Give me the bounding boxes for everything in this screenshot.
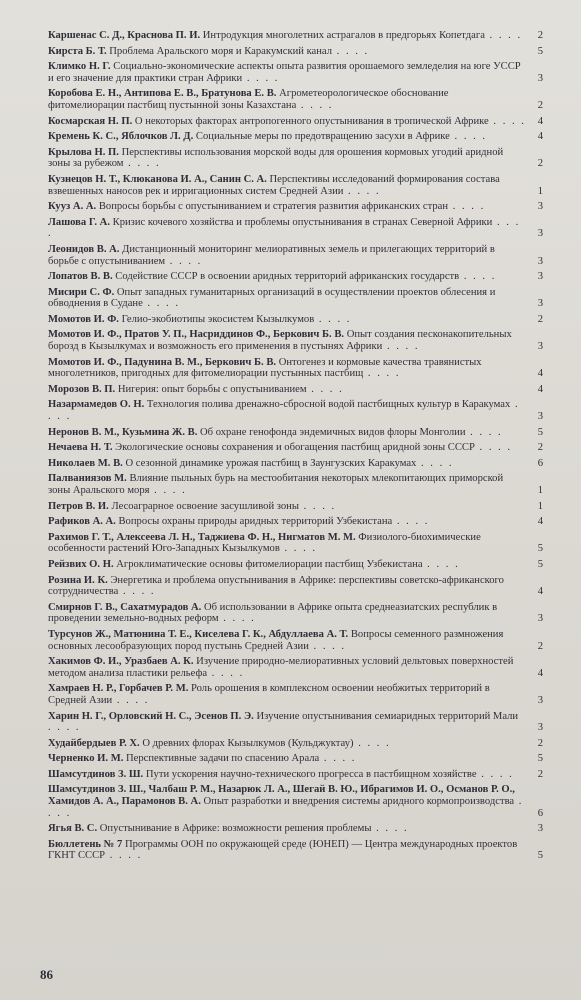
- leader-dots: . . . .: [308, 640, 347, 652]
- contents-entry: [48, 329, 543, 352]
- entry-page-number: 3: [537, 613, 543, 625]
- contents-entry: [48, 769, 543, 781]
- entry-author: Неронов В. М., Кузьмина Ж. В.: [48, 426, 198, 438]
- entry-title: Энергетика и проблема опустынивания в Африке: перспективы советско-африканского сотрудничества: [48, 574, 504, 598]
- entry-title: Перспективные задачи по спасению Арала: [126, 753, 320, 765]
- entry-title: Опустынивание в Африке: возможности решения проблемы: [99, 823, 372, 835]
- entry-title: Агрометеорологическое обоснование фитомелиорации пастбищ пустынной зоны Казахстана: [48, 88, 449, 111]
- leader-dots: . . . .: [242, 72, 280, 84]
- entry-page-number: 3: [537, 694, 543, 706]
- entry-page-number: 5: [537, 45, 543, 57]
- entry-page-number: 4: [537, 586, 543, 598]
- contents-entry: [48, 602, 543, 625]
- entry-title: Кризис кочевого хозяйства и проблемы опустынивания в странах Северной Африки: [112, 216, 493, 228]
- leader-dots: . . . .: [149, 485, 187, 496]
- entry-page-number: 2: [537, 737, 543, 749]
- contents-entry: [48, 473, 543, 496]
- contents-entry: [48, 147, 543, 170]
- contents-entry: [48, 399, 543, 422]
- leader-dots: . . . .: [306, 383, 344, 395]
- entry-author: Морозов В. П.: [48, 383, 116, 395]
- entry-title: Вопросы борьбы с опустыниванием и стратегия развития африканских стран: [98, 201, 449, 213]
- contents-entry: [48, 823, 543, 835]
- entry-title: Гелио-экобиотипы экосистем Кызылкумов: [121, 313, 315, 325]
- entry-author: Николаев М. В.: [48, 457, 123, 469]
- entry-title: Пути ускорения научно-технического прогресса в пастбищном хозяйстве: [145, 768, 477, 780]
- contents-entry: [48, 357, 543, 380]
- leader-dots: . . . .: [353, 737, 391, 749]
- entry-page-number: 2: [537, 158, 543, 170]
- contents-entry: [48, 30, 543, 42]
- entry-title: Роль орошения в комплексном освоении необжитых территорий в Средней Азии: [48, 683, 490, 706]
- leader-dots: . . . .: [382, 341, 420, 353]
- entry-title: Вопросы семенного размножения основных лесообразующих пород пустынь Средней Азии: [48, 628, 504, 652]
- contents-entry: [48, 131, 543, 143]
- leader-dots: . . . .: [449, 131, 488, 143]
- entry-title: Опыт западных гуманитарных организаций в осуществлении проектов облесения и обводнения в Судане: [48, 286, 496, 310]
- contents-entry: [48, 244, 543, 267]
- entry-author: Кууз А. А.: [48, 201, 97, 213]
- entry-author: Рафиков А. А.: [48, 516, 116, 528]
- entry-title: Изучение опустынивания семиаридных территорий Мали: [256, 710, 519, 722]
- entry-author: Момотов И. Ф., Падунина В. М., Беркович Б. В.: [48, 356, 277, 368]
- leader-dots: . . . .: [112, 694, 150, 706]
- entry-page-number: 2: [537, 30, 543, 41]
- entry-title: Онтогенез и кормовые качества травянистых многолетников, пригодных для фитомелиорации пустынных пастбищ: [48, 356, 482, 380]
- entry-page-number: 1: [537, 185, 543, 197]
- entry-author: Черненко И. М.: [48, 753, 124, 765]
- contents-entry: [48, 217, 543, 240]
- contents-entry: [48, 384, 543, 396]
- entry-author: Момотов И. Ф., Пратов У. П., Насриддинов Ф., Беркович Б. В.: [48, 329, 345, 341]
- entry-page-number: 1: [537, 500, 543, 512]
- entry-title: Об использовании в Африке опыта среднеазиатских республик в проведении земельно-водных реформ: [48, 601, 498, 625]
- entry-page-number: 3: [537, 228, 543, 240]
- contents-entry: [48, 458, 543, 470]
- entry-author: Коробова Е. Н., Антипова Е. В., Братунова Е. В.: [48, 88, 277, 100]
- leader-dots: . . . .: [474, 442, 513, 454]
- entry-page-number: 4: [537, 383, 543, 395]
- contents-entry: [48, 559, 543, 571]
- leader-dots: . . . .: [314, 313, 352, 325]
- entry-page-number: 2: [537, 313, 543, 325]
- entry-page-number: 2: [537, 99, 543, 111]
- entry-page-number: 3: [537, 722, 543, 734]
- entry-page-number: 5: [537, 850, 543, 862]
- entry-title: Опыт разработки и внедрения системы аридного кормопроизводства: [203, 796, 515, 808]
- entry-title: О некоторых факторах антропогенного опустынивания в тропической Африке: [134, 115, 489, 127]
- entry-author: Рахимов Г. Т., Алексеева Л. Н., Таджиева Ф. Н., Нигматов М. М.: [48, 531, 356, 543]
- entry-page-number: 4: [537, 115, 543, 127]
- leader-dots: . . . .: [371, 823, 409, 835]
- entry-author: Шамсутдинов З. Ш., Чалбаш Р. М., Назарюк Л. А., Шегай В. Ю., Ибрагимов И. О., Османов Р. О., Хамидов А. А., Парамонов В. А.: [48, 784, 515, 808]
- entry-title: Технология полива дренажно-сбросной водой пастбищных культур в Каракумах: [146, 399, 511, 411]
- entry-author: Ягья В. С.: [48, 823, 98, 835]
- entry-author: Турсунов Ж., Матюнина Т. Е., Киселева Г. К., Абдуллаева А. Т.: [48, 628, 349, 640]
- entry-title: Программы ООН по окружающей среде (ЮНЕП) — Центра международных проектов ГКНТ СССР: [48, 838, 518, 862]
- contents-entry: [48, 116, 543, 128]
- entry-page-number: 5: [537, 558, 543, 570]
- entry-title: Интродукция многолетних астрагалов в предгорьях Копетдага: [202, 30, 485, 41]
- entry-author: Каршенас С. Д., Краснова П. И.: [48, 30, 201, 41]
- entry-author: Кремень К. С., Яблочков Л. Д.: [48, 131, 194, 143]
- entry-page-number: 5: [537, 753, 543, 765]
- entry-title: Изучение природно-мелиоративных условий дельтовых поверхностей методом анализа пластики рельефа: [48, 656, 514, 679]
- entry-author: Хамраев Н. Р., Горбачев Р. М.: [48, 683, 189, 695]
- leader-dots: . . . .: [279, 543, 318, 555]
- contents-entry: [48, 287, 543, 310]
- contents-entry: [48, 656, 543, 679]
- entry-page-number: 5: [537, 543, 543, 555]
- leader-dots: . . . .: [392, 516, 430, 528]
- entry-page-number: 3: [537, 72, 543, 84]
- entry-page-number: 4: [537, 516, 543, 528]
- entry-page-number: 4: [537, 667, 543, 679]
- entry-page-number: 4: [537, 368, 543, 380]
- entry-page-number: 6: [537, 457, 543, 469]
- leader-dots: . . . .: [118, 586, 156, 598]
- leader-dots: . . . .: [48, 796, 524, 819]
- entry-title: О сезонной динамике урожая пастбищ в Заунгузских Каракумах: [125, 457, 417, 469]
- entry-author: Крылова Н. П.: [48, 146, 119, 158]
- contents-entry: [48, 784, 543, 819]
- entry-author: Палваниязов М.: [48, 473, 127, 485]
- contents-entry: [48, 711, 543, 734]
- entry-title: Агроклиматические основы фитомелиорации пастбищ Узбекистана: [116, 558, 423, 570]
- entry-author: Хакимов Ф. И., Уразбаев А. К.: [48, 656, 194, 668]
- entry-title: Физиолого-биохимические особенности растений Юго-Западных Кызылкумов: [48, 531, 481, 555]
- entry-title: Вопросы охраны природы аридных территорий Узбекистана: [118, 516, 393, 528]
- leader-dots: . . . .: [48, 399, 520, 423]
- entry-author: Харин Н. Г., Орловский Н. С., Эсенов П. Э.: [48, 710, 254, 722]
- leader-dots: . . . .: [363, 368, 401, 380]
- entry-author: Момотов И. Ф.: [48, 313, 119, 325]
- entry-page-number: 3: [537, 201, 543, 213]
- entry-author: Кирста Б. Т.: [48, 45, 107, 57]
- page-number: 86: [40, 967, 53, 982]
- entry-page-number: 3: [537, 271, 543, 283]
- entry-page-number: 3: [537, 411, 543, 423]
- entry-title: Дистанционный мониторинг мелиоративных земель и прилегающих территорий в борьбе с опустыниванием: [48, 243, 495, 267]
- contents-entry: [48, 427, 543, 439]
- contents-entry: [48, 61, 543, 84]
- contents-entry: [48, 88, 543, 111]
- entry-page-number: 3: [537, 823, 543, 835]
- leader-dots: . . . .: [218, 613, 256, 625]
- contents-entry: [48, 314, 543, 326]
- entry-page-number: 2: [537, 640, 543, 652]
- entry-author: Розина И. К.: [48, 574, 108, 586]
- entry-title: Социально-экономические аспекты опыта развития орошаемого земледелия на юге УССР и его значение для практики стран Африки: [48, 61, 521, 84]
- leader-dots: . . . .: [207, 667, 245, 679]
- contents-entry: [48, 839, 543, 862]
- entry-author: Рейзвих О. Н.: [48, 558, 114, 570]
- leader-dots: . . . .: [105, 850, 143, 862]
- leader-dots: . . . .: [476, 768, 514, 780]
- entry-title: Перспективы использования морской воды для орошения кормовых угодий аридной зоны за рубежом: [48, 146, 504, 170]
- leader-dots: . . . .: [48, 722, 81, 734]
- entry-title: Перспективы исследований формирования состава взвешенных наносов рек и ирригационных систем Средней Азии: [48, 173, 500, 197]
- entry-page-number: 3: [537, 341, 543, 353]
- entry-author: Нечаева Н. Т.: [48, 442, 113, 454]
- entry-title: Об охране генофонда эндемичных видов флоры Монголии: [200, 426, 466, 438]
- contents-list: [48, 30, 543, 862]
- entry-title: Влияние пыльных бурь на местообитания некоторых млекопитающих приморской зоны Аральского моря: [48, 473, 504, 496]
- entry-author: Космарская Н. П.: [48, 115, 133, 127]
- entry-title: Опыт создания песконакопительных борозд в Кызылкумах и возможность его применения в пустынях Африки: [48, 329, 512, 353]
- entry-title: Лесоаграрное освоение засушливой зоны: [111, 500, 299, 512]
- entry-author: Кузнецов Н. Т., Клюканова И. А., Санин С. А.: [48, 173, 267, 185]
- contents-entry: [48, 753, 543, 765]
- entry-author: Бюллетень № 7: [48, 838, 123, 850]
- leader-dots: . . . .: [332, 45, 370, 57]
- entry-author: Петров В. И.: [48, 500, 109, 512]
- leader-dots: . . . .: [459, 271, 497, 283]
- entry-title: Экологические основы сохранения и обогащения пастбищ аридной зоны СССР: [115, 442, 475, 454]
- entry-page-number: 3: [537, 255, 543, 267]
- contents-entry: [48, 174, 543, 197]
- entry-title: Нигерия: опыт борьбы с опустыниванием: [117, 383, 307, 395]
- entry-title: О древних флорах Кызылкумов (Кульджуктау): [142, 737, 354, 749]
- contents-entry: [48, 575, 543, 598]
- entry-page-number: 6: [537, 807, 543, 819]
- contents-entry: [48, 201, 543, 213]
- contents-entry: [48, 516, 543, 528]
- entry-author: Мисири С. Ф.: [48, 286, 115, 298]
- entry-author: Климко Н. Г.: [48, 61, 111, 73]
- entry-title: Проблема Аральского моря и Каракумский канал: [109, 45, 333, 57]
- leader-dots: . . . .: [48, 216, 521, 240]
- leader-dots: . . . .: [484, 30, 523, 41]
- leader-dots: . . . .: [165, 255, 203, 267]
- leader-dots: . . . .: [123, 158, 161, 170]
- entry-title: Содействие СССР в освоении аридных территорий африканских государств: [115, 271, 460, 283]
- entry-page-number: 4: [537, 131, 543, 143]
- entry-page-number: 3: [537, 298, 543, 310]
- contents-entry: [48, 46, 543, 58]
- leader-dots: . . . .: [422, 558, 460, 570]
- entry-author: Худайбердыев Р. Х.: [48, 737, 140, 749]
- contents-entry: [48, 271, 543, 283]
- entry-author: Лашова Г. А.: [48, 216, 110, 228]
- leader-dots: . . . .: [416, 457, 454, 469]
- leader-dots: . . . .: [319, 753, 357, 765]
- leader-dots: . . . .: [448, 201, 486, 213]
- leader-dots: . . . .: [142, 298, 180, 310]
- contents-entry: [48, 532, 543, 555]
- entry-author: Лопатов В. В.: [48, 271, 113, 283]
- leader-dots: . . . .: [296, 99, 334, 111]
- leader-dots: . . . .: [465, 426, 503, 438]
- leader-dots: . . . .: [488, 115, 526, 127]
- entry-page-number: 2: [537, 442, 543, 454]
- contents-entry: [48, 501, 543, 513]
- entry-author: Шамсутдинов З. Ш.: [48, 768, 144, 780]
- leader-dots: . . . .: [343, 185, 381, 197]
- contents-entry: [48, 683, 543, 706]
- entry-author: Леонидов В. А.: [48, 243, 120, 255]
- contents-entry: [48, 629, 543, 652]
- entry-page-number: 2: [537, 768, 543, 780]
- contents-entry: [48, 738, 543, 750]
- contents-entry: [48, 442, 543, 454]
- entry-page-number: 1: [537, 485, 543, 496]
- entry-title: Социальные меры по предотвращению засухи в Африке: [195, 131, 450, 143]
- entry-author: Смирнов Г. В., Сахатмурадов А.: [48, 601, 202, 613]
- entry-author: Назармамедов О. Н.: [48, 399, 145, 411]
- entry-page-number: 5: [537, 426, 543, 438]
- leader-dots: . . . .: [298, 500, 337, 512]
